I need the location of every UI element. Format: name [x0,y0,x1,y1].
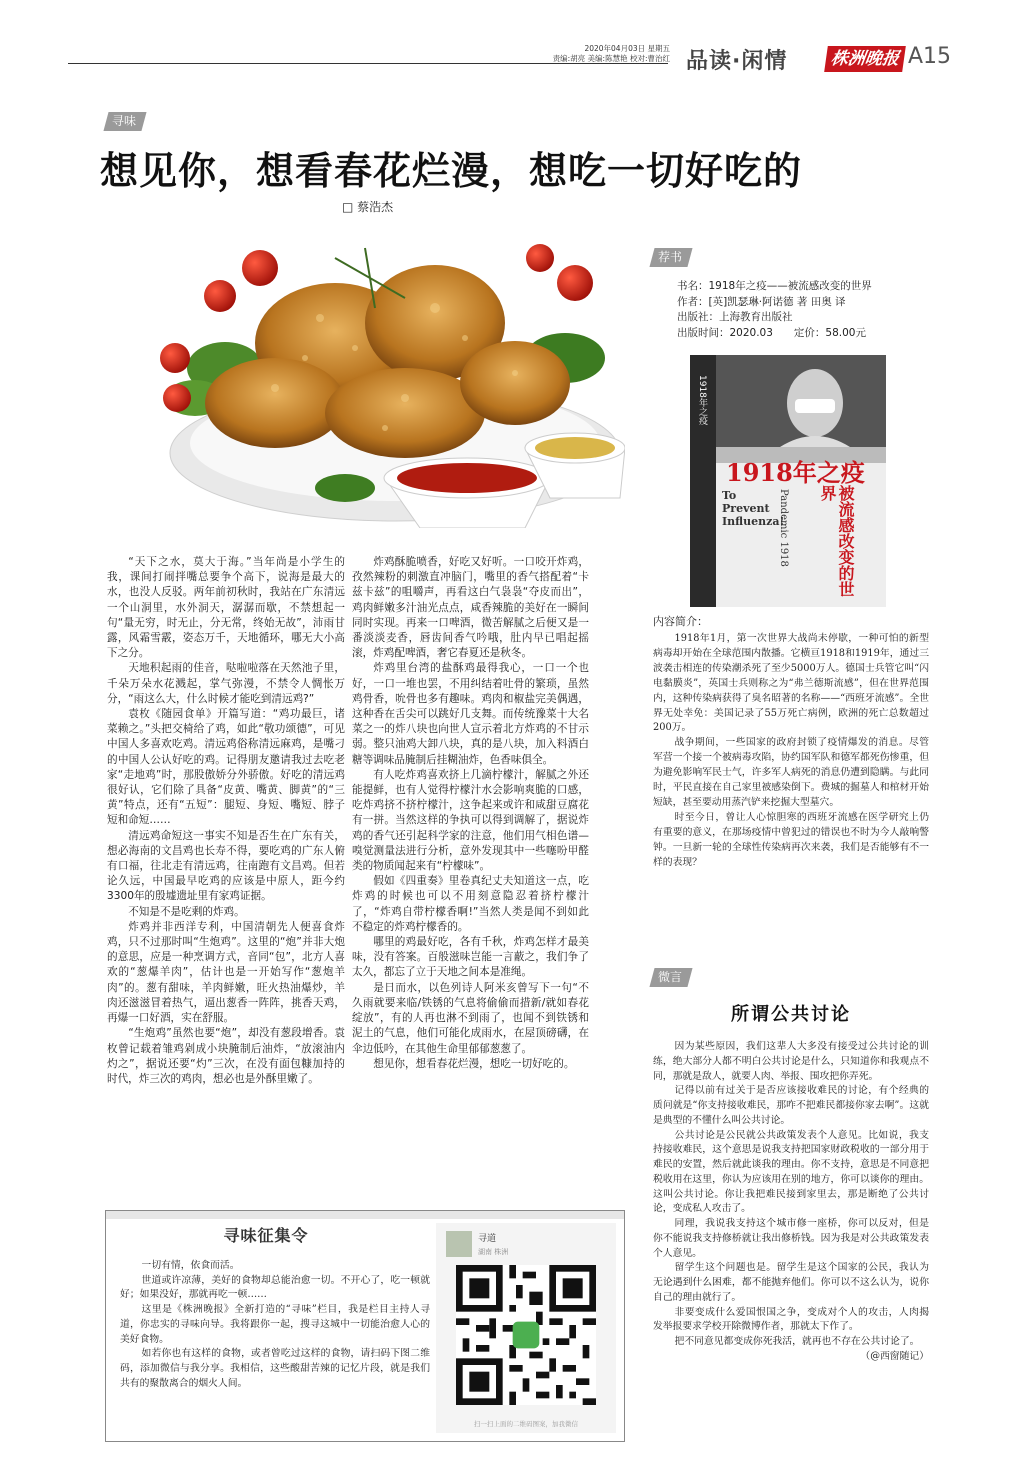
avatar [446,1231,472,1257]
cover-slogan: To Prevent Influenza! [722,489,785,528]
book-intro [653,632,929,871]
cover-subtitle: 被流感改变的世界 [818,485,855,597]
paragraph: 留学生这个问题也是。留学生是这个国家的公民，我认为无论遇到什么困难，都不能抛弃他们。你可以不这么认为，说你自己的理由就行了。 [653,1262,929,1303]
paragraph: “生炮鸡”虽然也要“炮”，却没有葱段增香。袁枚曾记载着雏鸡剁成小块腌制后油炸，“放滚油内灼之”，据说还要“灼”三次，在没有面包糠加持的时代，炸三次的鸡肉，想必也是外酥里嫩了。 [107,1027,345,1085]
article-column-2 [352,555,589,1072]
paragraph: “天下之水，莫大于海。”当年尚是小学生的我，课间打闹拌嘴总要争个高下，说海是最大的水，也没人反驳。两年前初秋时，我站在广东清远一个山洞里，水外洞天，潺潺而歇，不禁想起一句“量无穷，时无止，分无常，终始无故”，沛雨甘露，风霜雪霰，姿态万千，天地循环，哪无大小高下之分。 [107,556,345,660]
paragraph: 公共讨论是公民就公共政策发表个人意见。比如说，我支持接收难民，这个意思是说我支持把国家财政税收的一部分用于难民的安置，然后就此谈我的理由。你不支持，意思是不同意把税收用在这里，你认为应该用在别的地方，你可以谈你的理由。这叫公共讨论。你让我把难民接到家里去，那是断绝了公共讨论，变成私人攻击了。 [653,1129,929,1215]
paragraph: 世道或许凉薄，美好的食物却总能治愈一切。不开心了，吃一顿就好；如果没好，那就再吃一顿…… [120,1274,430,1301]
paragraph: 袁枚《随园食单》开篇写道：“鸡功最巨，诸菜赖之。”头把交椅给了鸡，如此“敬功颂德”，可见中国人多喜欢吃鸡。清远鸡俗称清远麻鸡，是嘴刁的中国人公认好吃的鸡。记得朋友邀请我过去吃老家“走地鸡”时，那股傲娇分外骄傲。好吃的清远鸡很好认，它们除了具备“皮黄、嘴黄、脚黄”的“三黄”特点，还有“五短”：腿短、身短、嘴短、脖子短和命短…… [107,708,345,827]
paragraph: 假如《四重奏》里卷真纪丈夫知道这一点，吃炸鸡的时候也可以不用刻意隐忍着挤柠檬汁了，“炸鸡自带柠檬香啊!”当然人类是闻不到如此不稳定的炸鸡柠檬香的。 [352,875,589,933]
intro-heading: 内容简介： [653,615,708,628]
book-title-line: 书名：1918年之疫——被流感改变的世界 [677,280,872,292]
paragraph: 哪里的鸡最好吃，各有千秋，炸鸡怎样才最美味，没有答案。百般滋味岂能一言蔽之，我们争了太久，都忘了立于天地之间本是准绳。 [352,936,589,979]
book-tag: 荐书 [649,248,692,267]
paragraph: 天地积起雨的佳音，哒啦啦落在天然池子里，千朵万朵水花溅起，掌气弥漫，不禁令人惆怅万分，“雨这么大，什么时候才能吃到清远鸡?” [107,662,345,705]
paragraph: 这里是《株洲晚报》全新打造的“寻味”栏目，我是栏目主持人寻道，你忠实的寻味向导。我将跟你一起，搜寻这城中一切能治愈人心的美好食物。 [120,1304,430,1345]
call-body [120,1259,430,1391]
paragraph: 战争期间，一些国家的政府封锁了疫情爆发的消息。尽管军营一个接一个被病毒攻陷，协约国军队和德军都死伤惨重，但为避免影响军民士气，许多军人病死的消息仍遭到隐瞒。与此同时，平民直接在自己家里被感染倒下。费城的掘墓人和棺材开始短缺，甚至要动用蒸汽铲来挖掘大型墓穴。 [653,737,929,808]
paragraph: 不知是不是吃剩的炸鸡。 [128,905,245,918]
essay-signature: （@西窗随记） [860,1350,929,1362]
paragraph: 想见你，想看春花烂漫，想吃一切好吃的。 [373,1057,575,1070]
article-column-1 [107,555,345,1087]
book-info [677,279,872,341]
paragraph: 时至今日，曾让人心惊胆寒的西班牙流感在医学研究上仍有重要的意义，在那场疫情中曾犯过的错误也不时为今人敲响警钟。一旦新一轮的全球性传染病再次来袭，我们是否能够有不一样的表现？ [653,811,929,868]
paragraph: 有人吃炸鸡喜欢挤上几滴柠檬汁，解腻之外还能提鲜，也有人觉得柠檬汁水会影响爽脆的口感，吃炸鸡挤不挤柠檬汁，这争起来或许和咸甜豆腐花有一拼。当然这样的争执可以得到调解了，据说炸鸡的香气还引起科学家的注意，他们用气相色谱—嗅觉测量法进行分析，意外发现其中一些噻吩甲醛类的物质闻起来有“柠檬味”。 [352,768,589,873]
essay-body [653,1040,929,1365]
paragraph: 一切有情，依食而活。 [141,1260,240,1271]
paragraph: 如若你也有这样的食物，或者曾吃过这样的食物，请扫码下图二维码，添加微信与我分享。我相信，这些酸甜苦辣的记忆片段，就是我们共有的聚散离合的烟火人间。 [120,1348,430,1389]
paragraph: 清远鸡命短这一事实不知是否生在广东有关，想必海南的文昌鸡也长寿不得，要吃鸡的广东人俯有口福，往北走有清远鸡，往南跑有文昌鸡。但若论久远，中国最早吃鸡的应该是中原人，距今约3300年的殷墟遗址里有家鸡证据。 [107,829,345,903]
qr-code-icon[interactable] [456,1265,596,1405]
article-headline: 想见你，想看春花烂漫，想吃一切好吃的 [100,149,803,193]
qr-contact-location: 湖南 株洲 [478,1248,509,1256]
box-top-bar [106,1211,624,1219]
newspaper-logo: 株洲晚报 [824,46,906,72]
issue-date: 2020年04月03日 星期五 [584,44,670,53]
paragraph: 同理，我说我支持这个城市修一座桥，你可以反对，但是你不能说我支持修桥就让我出修桥钱。因为我是对公共政策发表个人意见。 [653,1218,929,1259]
paragraph: 炸鸡并非西洋专利，中国清朝先人便喜食炸鸡，只不过那时叫“生炮鸡”。这里的“炮”并非大炮的意思，应是一种烹调方式，音同“包”，北方人喜欢的“葱爆羊肉”，估计也是一开始写作“葱炮羊肉”的。葱有甜味，羊肉鲜嫩，旺火热油爆炒，羊肉还滋滋冒着热气，逼出葱香一阵阵，挑香天鸡，再爆一口好酒，实在舒服。 [107,920,345,1025]
header-meta [540,44,670,64]
cover-title: 1918年之疫 [726,458,865,487]
book-author-line: 作者：[英]凯瑟琳·阿诺德 著 田奥 译 [677,295,846,308]
editors-line: 责编:胡亮 美编:陈慧艳 校对:曹治红 [552,54,670,63]
fried-chicken-photo [105,238,625,528]
wechat-qr-card [436,1223,616,1433]
paragraph: 因为某些原因，我们这辈人大多没有接受过公共讨论的训练，绝大部分人都不明白公共讨论是什么，只知道你和我观点不同，那就是敌人，就要人肉、举报、围攻把你弄死。 [653,1041,929,1082]
page-number: A15 [908,44,952,69]
essay-tag: 微言 [649,968,692,987]
book-publisher-line: 出版社：上海教育出版社 [677,311,793,323]
essay-title: 所谓公共讨论 [731,1004,851,1025]
paragraph: 1918年1月，第一次世界大战尚未停歇，一种可怕的新型病毒却开始在全球范围内散播。它横亘1918和1919年，通过三波袭击相连的传染潮杀死了至少5000万人。德国士兵管它叫“闪电黏膜炎”，英国士兵则称之为“弗兰德斯流感”，但在世界范围内，这种传染病获得了臭名昭著的名称——“西班牙流感”。全世界无处幸免：美国记录了55万死亡病例，欧洲的死亡总数超过200万。 [653,633,929,734]
book-date-price-line: 出版时间：2020.03 定价：58.00元 [677,326,866,339]
paragraph: 非要变成什么爱国恨国之争，变成对个人的攻击，人肉揭发举报要求学校开除微博作者，那就太下作了。 [653,1306,929,1333]
article-byline: □ 蔡浩杰 [342,200,394,214]
qr-contact-name: 寻道 [478,1234,497,1244]
cover-title-en: Pandemic 1918 [778,489,789,567]
call-for-submissions-box [105,1210,625,1442]
article-tag: 寻味 [103,112,146,131]
paragraph: 是日而水，以色列诗人阿米亥曾写下一句“不久雨就要来临/铁锈的气息将偷偷而措新/就如春花绽放”，有的人再也淋不到雨了，也闻不到铁锈和泥土的气息，他们可能化成雨水，在屋顶磅礴，在伞边低吟，在其他生命里郁郁葱葱了。 [352,981,589,1055]
paragraph: 记得以前有过关于是否应该接收难民的讨论，有个经典的质问就是“你支持接收难民，那咋不把难民都接你家去啊”。这就是典型的不懂什么叫公共讨论。 [653,1085,929,1126]
call-title: 寻味征集令 [223,1226,309,1245]
paragraph: 把不同意见都变成你死我活，就再也不存在公共讨论了。 [674,1336,920,1347]
book-cover [690,355,886,607]
spine-text: 1918年之疫 [697,375,707,425]
section-title: 品读·闲情 [686,49,788,74]
paragraph: 炸鸡里台湾的盐酥鸡最得我心，一口一个也好，一口一堆也罢，不用纠结着吐骨的繁琐，虽然鸡骨香，吮骨也多有趣味。鸡肉和椒盐完美偶遇，这种香在舌尖可以跳好几支舞。而传统豫菜十大名菜之一的炸八块也向世人宣示着北方炸鸡的不甘示弱。整只油鸡大卸八块，真的是八块，加入料酒白糖等调味品腌制后挂糊油炸，色香味俱全。 [352,662,589,766]
paragraph: 炸鸡酥脆喷香，好吃又好听。一口咬开炸鸡，孜然辣粉的刺激直冲脑门，嘴里的香气搭配着“卡兹卡兹”的咀嚼声，再看这白气袅袅“夺皮而出”，鸡肉鲜嫩多汁油光点点，咸香辣脆的美好在一瞬间同时实现。再来一口啤酒，微苦解腻之后便又是一番淡淡麦香，唇齿间香气吟哦，肚内早已唱起摇滚，炸鸡配啤酒，奢它春夏还是秋冬。 [352,556,589,660]
qr-caption: 扫一扫上面的二维码图案，加我微信 [474,1420,578,1428]
